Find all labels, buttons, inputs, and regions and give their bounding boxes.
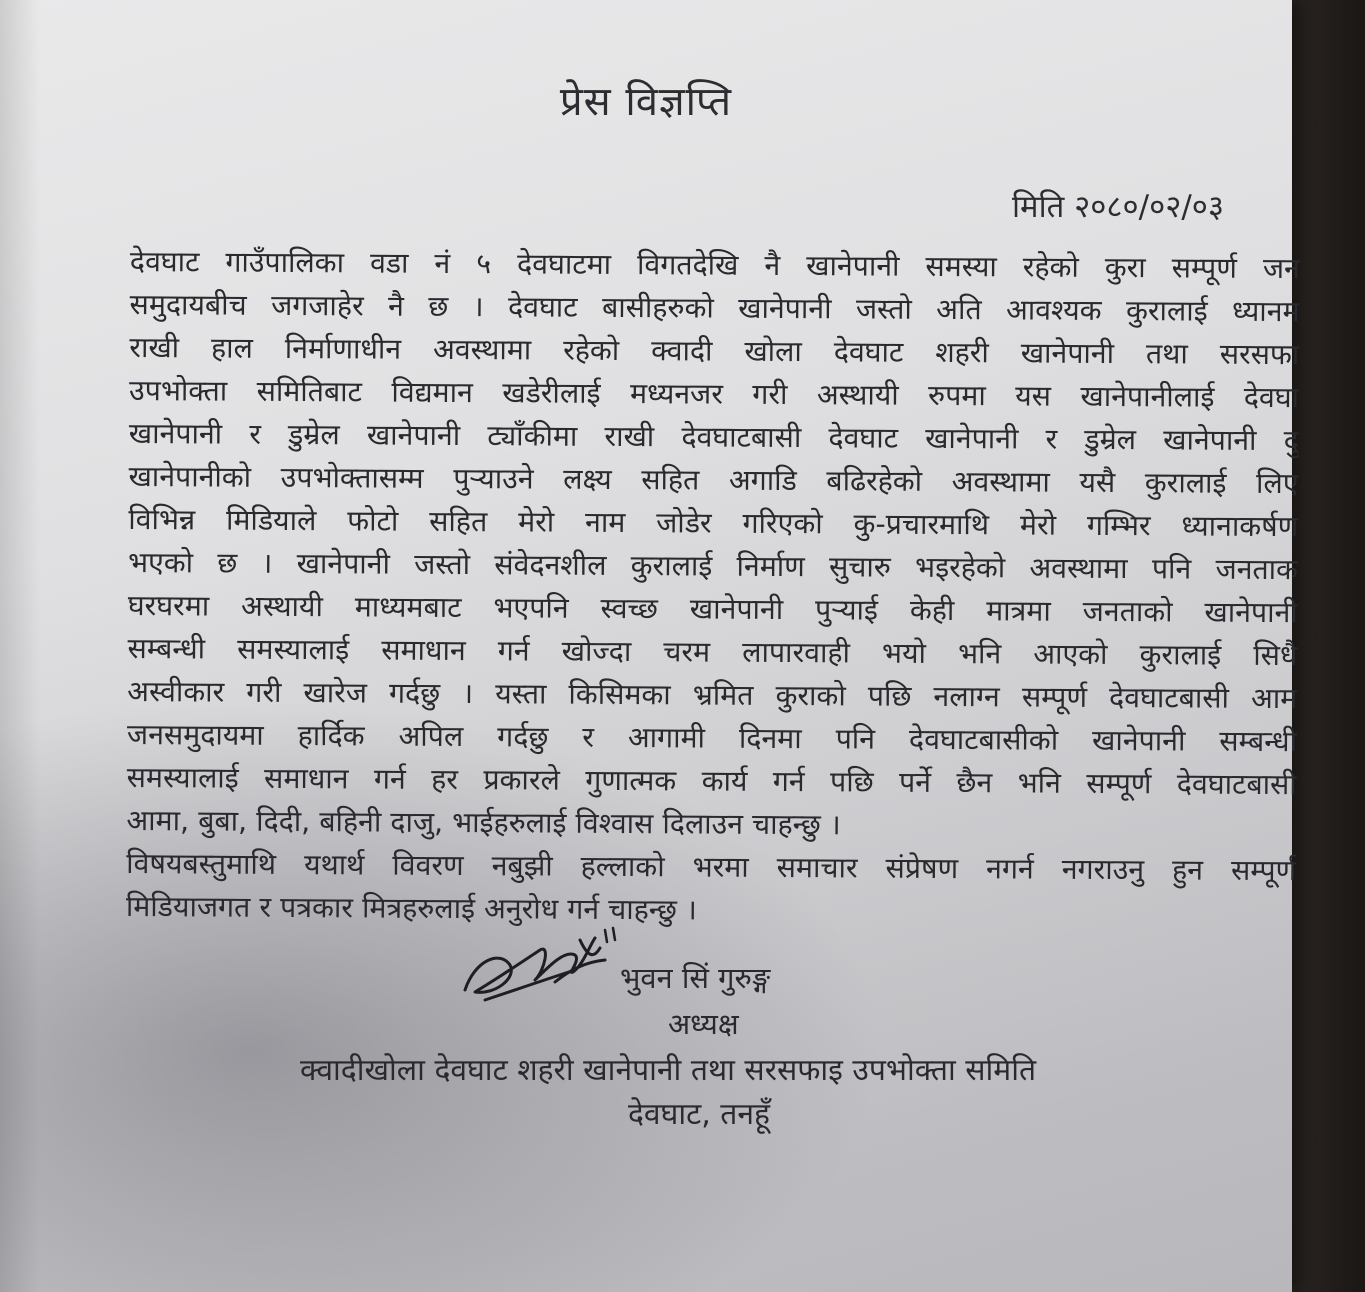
body-line: घरघरमा अस्थायी माध्यमबाट भएपनि स्वच्छ खानेपानी पुऱ्याई केही मात्रमा जनताको खानेपानी [127, 588, 1298, 630]
document-title: प्रेस विज्ञप्ति [559, 79, 733, 125]
organization-place: देवघाट, तनहूँ [628, 1097, 770, 1132]
signer-role: अध्यक्ष [668, 1007, 739, 1041]
body-line: विभिन्न मिडियाले फोटो सहित मेरो नाम जोडेर गरिएको कु-प्रचारमाथि मेरो गम्भिर ध्यानाकर्षण [128, 502, 1299, 544]
signer-name: भुवन सिं गुरुङ्ग [620, 961, 771, 995]
body-line: जनसमुदायमा हार्दिक अपिल गर्दछु र आगामी दिनमा पनि देवघाटबासीको खानेपानी सम्बन्धी [126, 717, 1298, 759]
body-line: मिडियाजगत र पत्रकार मित्रहरुलाई अनुरोध गर्न चाहन्छु । [125, 889, 697, 927]
body-line: सम्बन्धी समस्यालाई समाधान गर्न खोज्दा चरम लापारवाही भयो भनि आएको कुरालाई सिधै [127, 631, 1298, 673]
body-line: देवघाट गाउँपालिका वडा नं ५ देवघाटमा विगतदेखि नै खानेपानी समस्या रहेको कुरा सम्पूर्ण जन [129, 244, 1300, 286]
body-line: राखी हाल निर्माणाधीन अवस्थामा रहेको क्वादी खोला देवघाट शहरी खानेपानी तथा सरसफा [129, 330, 1300, 372]
body-line: आमा, बुबा, दिदी, बहिनी दाजु, भाईहरुलाई विश्वास दिलाउन चाहन्छु । [126, 803, 841, 842]
handwritten-signature [455, 920, 625, 1015]
body-line: समस्यालाई समाधान गर्न हर प्रकारले गुणात्मक कार्य गर्न पछि पर्ने छैन भनि सम्पूर्ण देवघाटबासी [126, 760, 1297, 802]
body-line: उपभोक्ता समितिबाट विद्यमान खडेरीलाई मध्यनजर गरी अस्थायी रुपमा यस खानेपानीलाई देवघा [128, 373, 1300, 415]
body-line: खानेपानी र डुम्रेल खानेपानी ट्याँकीमा राखी देवघाटबासी देवघाट खानेपानी र डुम्रेल खानेपानी दु [128, 416, 1299, 458]
document-body [126, 240, 1320, 935]
document-date: मिति २०८०/०२/०३ [1012, 189, 1224, 225]
body-line: समुदायबीच जगजाहेर नै छ । देवघाट बासीहरुको खानेपानी जस्तो अति आवश्यक कुरालाई ध्यानम [129, 287, 1300, 329]
body-line: अस्वीकार गरी खारेज गर्दछु । यस्ता किसिमका भ्रमित कुराको पछि नलाग्न सम्पूर्ण देवघाटबासी आम [127, 674, 1298, 716]
body-line: भएको छ । खानेपानी जस्तो संवेदनशील कुरालाई निर्माण सुचारु भइरहेको अवस्थामा पनि जनताक [127, 545, 1299, 587]
body-line: खानेपानीको उपभोक्तासम्म पुऱ्याउने लक्ष्य सहित अगाडि बढिरहेको अवस्थामा यसै कुरालाई लिए [128, 459, 1299, 501]
signature-block [0, 920, 1292, 1140]
organization-name: क्वादीखोला देवघाट शहरी खानेपानी तथा सरसफाइ उपभोक्ता समिति [300, 1053, 1037, 1088]
body-line: विषयबस्तुमाथि यथार्थ विवरण नबुझी हल्लाको भरमा समाचार संप्रेषण नगर्न नगराउनु हुन सम्पूर्ण [126, 846, 1297, 888]
